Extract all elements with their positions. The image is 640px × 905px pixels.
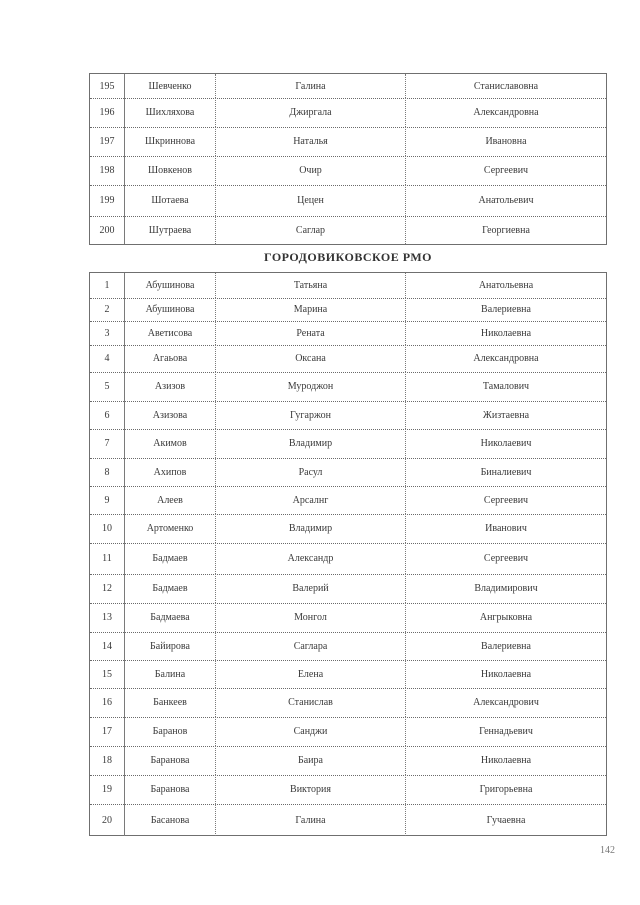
table-row	[90, 74, 606, 99]
patronymic-cell: Иванович	[485, 523, 527, 534]
patronymic-cell: Григорьевна	[479, 784, 533, 795]
table-row	[90, 543, 606, 575]
surname-cell: Басанова	[125, 804, 216, 836]
roster-table-continued	[89, 73, 607, 245]
table-row	[90, 345, 606, 373]
surname-cell: Аветисова	[125, 321, 216, 345]
patronymic-cell: Георгиевна	[482, 224, 530, 236]
surname-cell: Байирова	[125, 632, 216, 660]
patronymic-cell: Станиславовна	[473, 80, 539, 92]
patronymic-cell: Николаевна	[480, 755, 532, 766]
first-name-cell: Арсалнг	[216, 486, 406, 514]
row-number-cell: 6	[90, 401, 125, 429]
table-row	[90, 660, 606, 689]
patronymic-cell: Анатольевич	[478, 195, 534, 206]
patronymic-cell: Ивановна	[485, 136, 527, 147]
row-number-cell: 2	[90, 298, 125, 321]
patronymic-cell: Геннадьевич	[479, 726, 533, 737]
surname-cell: Акимов	[125, 429, 216, 458]
surname-cell: Шкриннова	[125, 127, 216, 156]
row-number-cell: 9	[90, 486, 125, 514]
patronymic-cell: Валериевна	[481, 304, 531, 315]
table-row	[90, 486, 606, 515]
patronymic-cell: Тамалович	[482, 381, 530, 392]
patronymic-cell: Биналиевич	[480, 466, 532, 478]
surname-cell: Шотаева	[125, 185, 216, 216]
surname-cell: Абушинова	[125, 273, 216, 298]
table-row	[90, 321, 606, 346]
first-name-cell: Саглар	[216, 216, 406, 244]
row-number-cell: 16	[90, 688, 125, 717]
row-number-cell: 12	[90, 574, 125, 603]
table-row	[90, 127, 606, 157]
row-number-cell: 4	[90, 345, 125, 372]
patronymic-cell: Владимирович	[474, 583, 538, 594]
table-row	[90, 429, 606, 459]
patronymic-cell: Александрович	[473, 697, 539, 708]
table-row	[90, 216, 606, 244]
row-number-cell: 15	[90, 660, 125, 688]
surname-cell: Артоменко	[125, 514, 216, 543]
first-name-cell: Татьяна	[216, 273, 406, 298]
section-title: ГОРОДОВИКОВСКОЕ РМО	[263, 250, 432, 264]
row-number-cell: 1	[90, 273, 125, 298]
row-number-cell: 20	[90, 804, 125, 836]
table-row	[90, 574, 606, 604]
first-name-cell: Марина	[216, 298, 406, 321]
row-number-cell: 10	[90, 514, 125, 543]
row-number-cell: 18	[90, 746, 125, 775]
table-row	[90, 514, 606, 544]
first-name-cell: Муроджон	[216, 372, 406, 401]
patronymic-cell: Сергеевич	[483, 165, 529, 176]
surname-cell: Шутраева	[125, 216, 216, 244]
first-name-cell: Владимир	[216, 514, 406, 543]
table-row	[90, 603, 606, 633]
surname-cell: Шихляхова	[125, 98, 216, 127]
first-name-cell: Джиргала	[216, 98, 406, 127]
table-row	[90, 746, 606, 776]
row-number-cell: 200	[90, 216, 125, 244]
table-row	[90, 804, 606, 836]
first-name-cell: Наталья	[216, 127, 406, 156]
table-row	[90, 401, 606, 430]
table-row	[90, 688, 606, 718]
surname-cell: Балина	[125, 660, 216, 688]
surname-cell: Шевченко	[125, 74, 216, 98]
surname-cell: Шовкенов	[125, 156, 216, 185]
table-row	[90, 717, 606, 747]
first-name-cell: Гугаржон	[216, 401, 406, 429]
row-number-cell: 14	[90, 632, 125, 660]
first-name-cell: Монгол	[216, 603, 406, 632]
row-number-cell: 195	[90, 74, 125, 98]
surname-cell: Бадмаев	[125, 543, 216, 574]
row-number-cell: 17	[90, 717, 125, 746]
row-number-cell: 7	[90, 429, 125, 458]
row-number-cell: 11	[90, 543, 125, 574]
first-name-cell: Рената	[216, 321, 406, 345]
row-number-cell: 8	[90, 458, 125, 486]
first-name-cell: Елена	[216, 660, 406, 688]
surname-cell: Азизова	[125, 401, 216, 429]
patronymic-cell: Сергеевич	[483, 494, 529, 506]
patronymic-cell: Жизтаевна	[482, 409, 530, 421]
patronymic-cell: Ангрыковна	[479, 612, 533, 623]
surname-cell: Бадмаева	[125, 603, 216, 632]
table-row	[90, 775, 606, 805]
patronymic-cell: Николаевна	[480, 327, 532, 339]
first-name-cell: Станислав	[216, 688, 406, 717]
table-row	[90, 156, 606, 186]
surname-cell: Баранова	[125, 746, 216, 775]
first-name-cell: Цецен	[216, 185, 406, 216]
table-row	[90, 98, 606, 128]
first-name-cell: Баира	[216, 746, 406, 775]
patronymic-cell: Александровна	[473, 353, 539, 364]
first-name-cell: Галина	[216, 74, 406, 98]
first-name-cell: Санджи	[216, 717, 406, 746]
first-name-cell: Владимир	[216, 429, 406, 458]
row-number-cell: 199	[90, 185, 125, 216]
patronymic-cell: Гучаевна	[486, 814, 526, 826]
row-number-cell: 19	[90, 775, 125, 804]
table-row	[90, 298, 606, 322]
table-row	[90, 458, 606, 487]
first-name-cell: Валерий	[216, 574, 406, 603]
table-row	[90, 632, 606, 661]
row-number-cell: 198	[90, 156, 125, 185]
surname-cell: Баранова	[125, 775, 216, 804]
first-name-cell: Оксана	[216, 345, 406, 372]
surname-cell: Баранов	[125, 717, 216, 746]
patronymic-cell: Николаевич	[480, 438, 532, 449]
patronymic-cell: Сергеевич	[483, 553, 529, 564]
first-name-cell: Александр	[216, 543, 406, 574]
patronymic-cell: Николаевна	[480, 668, 532, 680]
table-row	[90, 185, 606, 217]
surname-cell: Азизов	[125, 372, 216, 401]
first-name-cell: Очир	[216, 156, 406, 185]
first-name-cell: Расул	[216, 458, 406, 486]
first-name-cell: Виктория	[216, 775, 406, 804]
surname-cell: Алеев	[125, 486, 216, 514]
patronymic-cell: Анатольевна	[478, 280, 534, 291]
surname-cell: Банкеев	[125, 688, 216, 717]
surname-cell: Агаьова	[125, 345, 216, 372]
surname-cell: Ахипов	[125, 458, 216, 486]
surname-cell: Абушинова	[125, 298, 216, 321]
row-number-cell: 3	[90, 321, 125, 345]
page-number: 142	[600, 845, 615, 856]
row-number-cell: 13	[90, 603, 125, 632]
row-number-cell: 196	[90, 98, 125, 127]
surname-cell: Бадмаев	[125, 574, 216, 603]
row-number-cell: 197	[90, 127, 125, 156]
table-row	[90, 372, 606, 402]
patronymic-cell: Александровна	[473, 107, 539, 118]
patronymic-cell: Валериевна	[481, 640, 531, 652]
roster-table-gorodovikovskoe	[89, 272, 607, 836]
table-row	[90, 273, 606, 299]
row-number-cell: 5	[90, 372, 125, 401]
first-name-cell: Галина	[216, 804, 406, 836]
first-name-cell: Саглара	[216, 632, 406, 660]
